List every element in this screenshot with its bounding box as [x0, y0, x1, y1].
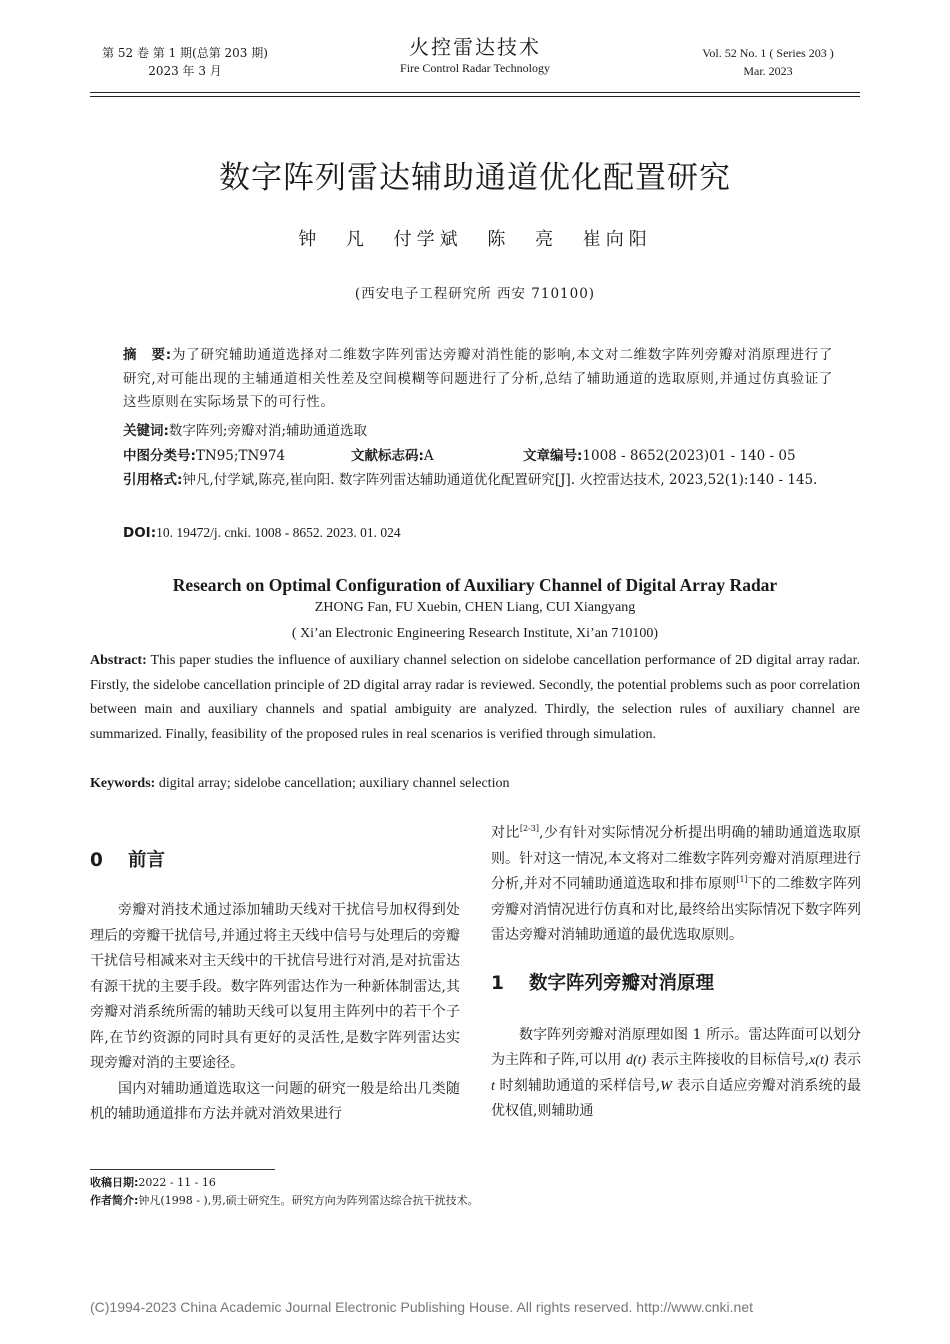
journal-name — [375, 34, 575, 76]
reference-1[interactable]: [1] — [736, 875, 748, 884]
symbol-x-t: x(t) — [809, 1053, 829, 1068]
paper-title-en: Research on Optimal Configuration of Auxiliary Channel of Digital Array Radar — [172, 575, 778, 595]
section-0-number: 0 — [90, 850, 103, 871]
doi-label: DOI: — [123, 525, 157, 541]
intro-text-a: 对比 — [491, 825, 520, 841]
section-1-title: 数字阵列旁瓣对消原理 — [529, 972, 715, 994]
issue-date: 2023 年 3 月 — [148, 64, 222, 78]
authors-en: ZHONG Fan, FU Xuebin, CHEN Liang, CUI Xiangyang — [314, 600, 636, 615]
intro-text-c: 下的二维数字阵列旁瓣对消情况进行仿真和对比,最终给出实际情况下数字阵列雷达旁瓣对消辅助通道的最优选取原则。 — [491, 876, 861, 943]
author-bio — [90, 1192, 860, 1210]
authors-cn: 钟 凡 付学斌 陈 亮 崔向阳 — [298, 229, 652, 250]
classification-row — [123, 445, 833, 469]
header-rule-thick — [90, 92, 860, 93]
keywords-en-label: Keywords: — [90, 776, 156, 791]
received-label: 收稿日期: — [90, 1176, 139, 1189]
volume-line: Vol. 52 No. 1 ( Series 203 ) — [702, 46, 834, 60]
article-number-value: 1008 - 8652(2023)01 - 140 - 05 — [582, 448, 796, 464]
abstract-en-label: Abstract: — [90, 653, 147, 668]
abstract-cn — [123, 344, 833, 415]
doi-value: 10. 19472/j. cnki. 1008 - 8652. 2023. 01. 024 — [156, 525, 401, 540]
clc-value: TN95;TN974 — [195, 448, 286, 464]
journal-name-en: Fire Control Radar Technology — [400, 61, 550, 75]
citation-text: 钟凡,付学斌,陈亮,崔向阳. 数字阵列雷达辅助通道优化配置研究[J]. 火控雷达技术, 2023,52(1):140 - 145. — [182, 472, 818, 488]
author-bio-label: 作者简介: — [90, 1194, 139, 1207]
article-number — [523, 445, 796, 469]
reference-2-3[interactable]: [2-3] — [519, 824, 539, 833]
journal-name-cn: 火控雷达技术 — [409, 35, 541, 59]
doi — [123, 521, 833, 546]
citation-label: 引用格式: — [123, 472, 183, 488]
section-1-number: 1 — [491, 972, 504, 994]
intro-continuation — [491, 821, 861, 949]
symbol-t: t — [491, 1078, 495, 1094]
received-value: 2022 - 11 - 16 — [138, 1176, 216, 1189]
keywords-en — [90, 772, 860, 796]
doc-code-label: 文献标志码: — [351, 448, 424, 464]
clc-number — [123, 445, 351, 469]
journal-issue-info — [90, 44, 280, 80]
section-1-heading — [491, 971, 861, 997]
affiliation-en: ( Xi’an Electronic Engineering Research Institute, Xi’an 710100) — [291, 626, 659, 641]
symbol-d-t: d(t) — [625, 1053, 647, 1068]
author-bio-value: 钟凡(1998 - ),男,硕士研究生。研究方向为阵列雷达综合抗干扰技术。 — [138, 1194, 479, 1207]
section-0 — [90, 848, 460, 1128]
s1-text-c: 表示 — [828, 1052, 861, 1068]
doc-code — [351, 445, 523, 469]
s1-text-d: 时刻辅助通道的采样信号, — [494, 1077, 661, 1094]
article-number-label: 文章编号: — [523, 448, 583, 464]
copyright-notice: (C)1994-2023 China Academic Journal Electronic Publishing House. All rights reserved. http://www.cnki.net — [90, 1299, 753, 1315]
symbol-w: W — [660, 1078, 672, 1094]
keywords-en-text: digital array; sidelobe cancellation; auxiliary channel selection — [158, 776, 510, 791]
keywords-cn-label: 关键词: — [123, 423, 169, 439]
s1-text-b: 表示主阵接收的目标信号, — [646, 1052, 810, 1068]
clc-label: 中图分类号: — [123, 448, 196, 464]
section-0-paragraph-1: 旁瓣对消技术通过添加辅助天线对干扰信号加权得到处理后的旁瓣干扰信号,并通过将主天线中信号与处理后的旁瓣干扰信号相减来对主天线中的干扰信号进行对消,是对抗雷达有源干扰的主要手段。数字阵列雷达作为一种新体制雷达,其旁瓣对消系统所需的辅助天线可以复用主阵列中的若干个子阵,在节约资源的同时具有更好的灵活性,是数字阵列雷达实现旁瓣对消的主要途径。 — [90, 902, 460, 1071]
received-date — [90, 1174, 860, 1192]
issue-line: 第 52 卷 第 1 期(总第 203 期) — [102, 46, 268, 60]
citation-format — [123, 469, 833, 493]
abstract-en-text: This paper studies the influence of auxiliary channel selection on sidelobe cancellation performance of 2D digital array radar. Firstly, the sidelobe cancellation principle of 2D digital array radar is reviewed. Secondly, the potential problems such as poor correlation between main and auxiliary channels and spatial ambiguity are analyzed. Thirdly, the selection rules of auxiliary channel are summarized. Finally, feasibility of the proposed rules in real scenarios is verified through simulation. — [90, 653, 860, 742]
s1-text-a: 数字阵列旁瓣对消原理如图 1 所示。雷达阵面可以划分为主阵和子阵,可以用 — [491, 1026, 861, 1068]
keywords-cn-text: 数字阵列;旁瓣对消;辅助通道选取 — [168, 423, 368, 439]
section-0-title: 前言 — [128, 850, 166, 871]
abstract-cn-text: 为了研究辅助通道选择对二维数字阵列雷达旁瓣对消性能的影响,本文对二维数字阵列旁瓣对消原理进行了研究,对可能出现的主辅通道相关性差及空间模糊等问题进行了分析,总结了辅助通道的选取原则,并通过仿真验证了这些原则在实际场景下的可行性。 — [123, 347, 833, 410]
abstract-en — [90, 649, 860, 747]
section-0-heading — [90, 848, 460, 874]
s1-text-e: 表示自适应旁瓣对消系统的最优权值,则辅助通 — [491, 1077, 861, 1119]
section-1-paragraph — [491, 1023, 861, 1125]
keywords-cn — [123, 420, 833, 444]
doc-code-value: A — [423, 448, 434, 464]
footnote-rule — [90, 1169, 275, 1170]
abstract-cn-label: 摘 要: — [123, 347, 172, 363]
journal-volume-info — [678, 44, 858, 80]
volume-date: Mar. 2023 — [743, 64, 793, 78]
affiliation-cn: (西安电子工程研究所 西安 710100) — [354, 286, 596, 302]
intro-text-b: ,少有针对实际情况分析提出明确的辅助通道选取原则。针对这一情况,本文将对二维数字阵列旁瓣对消原理进行分析,并对不同辅助通道选取和排布原则 — [491, 825, 862, 892]
right-column — [491, 821, 861, 1125]
section-0-paragraph-2: 国内对辅助通道选取这一问题的研究一般是给出几类随机的辅助通道排布方法并就对消效果进行 — [90, 1080, 460, 1122]
paper-title-cn: 数字阵列雷达辅助通道优化配置研究 — [219, 160, 731, 196]
header-rule-thin — [90, 96, 860, 97]
